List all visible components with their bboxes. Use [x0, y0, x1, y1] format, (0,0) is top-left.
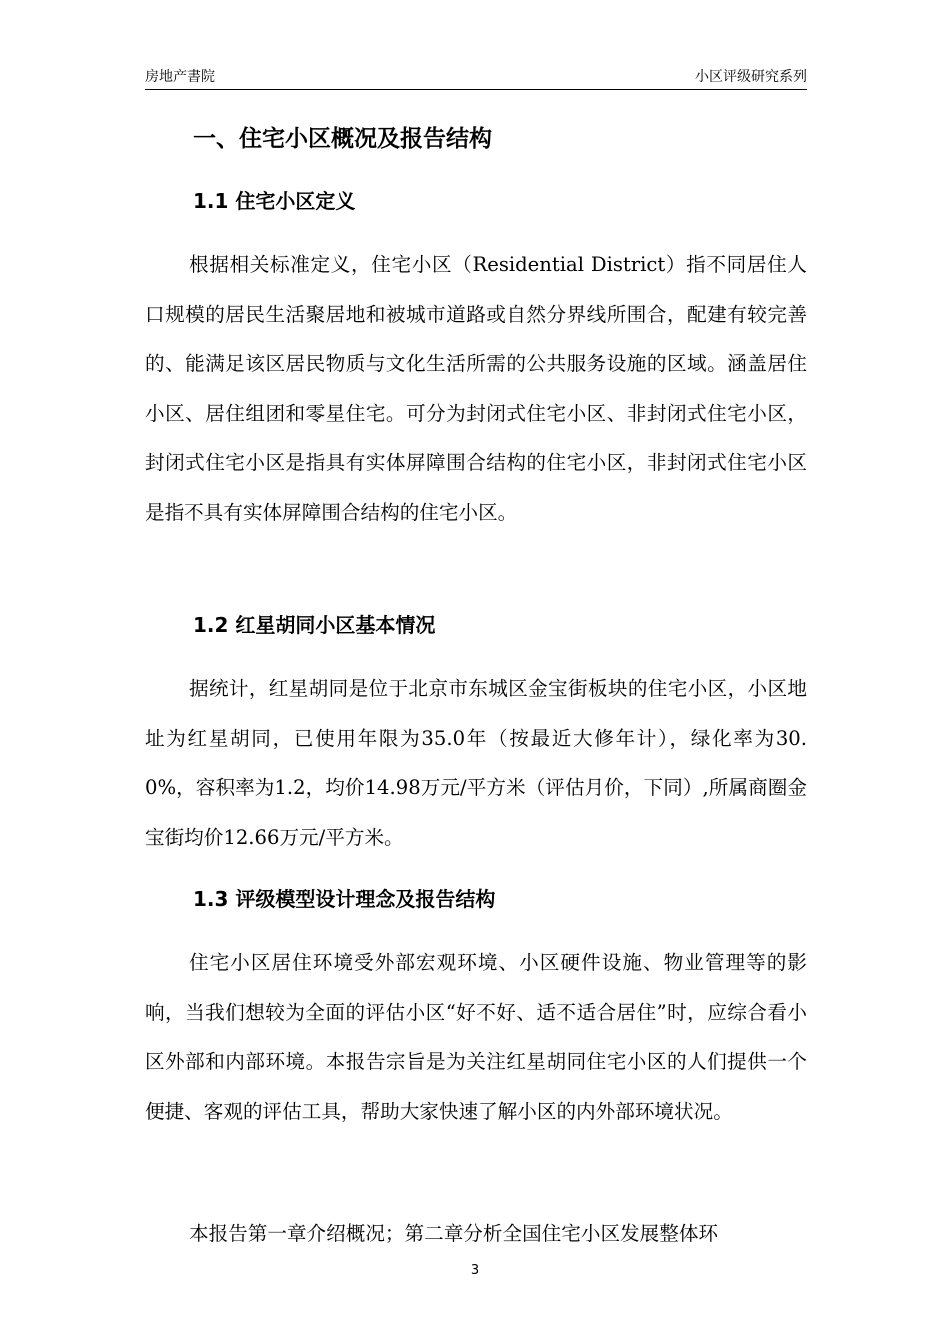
- header-series-title: 小区评级研究系列: [695, 69, 807, 85]
- section-1-3-paragraph-1: 住宅小区居住环境受外部宏观环境、小区硬件设施、物业管理等的影响，当我们想较为全面的评估小区“好不好、适不适合居住”时，应综合看小区外部和内部环境。本报告宗旨是为关注红星胡同住宅小区的人们提供一个便捷、客观的评估工具，帮助大家快速了解小区的内外部环境状况。: [145, 951, 807, 1123]
- section-1-3-paragraph-2: 本报告第一章介绍概况；第二章分析全国住宅小区发展整体环: [189, 1222, 719, 1245]
- header-divider: [145, 89, 807, 90]
- section-heading-1-3: 1.3 评级模型设计理念及报告结构: [193, 887, 496, 911]
- section-1-2-paragraph: 据统计，红星胡同是位于北京市东城区金宝街板块的住宅小区，小区地址为红星胡同，已使用年限为35.0年（按最近大修年计），绿化率为30.0%，容积率为1.2，均价14.98万元/平方米（评估月价，下同）,所属商圈金宝街均价12.66万元/平方米。: [145, 677, 807, 849]
- section-heading-1-1: 1.1 住宅小区定义: [193, 189, 356, 213]
- header-publisher: 房地产書院: [145, 69, 215, 85]
- section-heading-1-2: 1.2 红星胡同小区基本情况: [193, 613, 436, 637]
- page-number: 3: [470, 1263, 480, 1278]
- chapter-title: 一、住宅小区概况及报告结构: [193, 126, 492, 152]
- section-1-1-paragraph: 根据相关标准定义，住宅小区（Residential District）指不同居住人口规模的居民生活聚居地和被城市道路或自然分界线所围合，配建有较完善的、能满足该区居民物质与文化生活所需的公共服务设施的区域。涵盖居住小区、居住组团和零星住宅。可分为封闭式住宅小区、非封闭式住宅小区，封闭式住宅小区是指具有实体屏障围合结构的住宅小区，非封闭式住宅小区是指不具有实体屏障围合结构的住宅小区。: [145, 253, 807, 524]
